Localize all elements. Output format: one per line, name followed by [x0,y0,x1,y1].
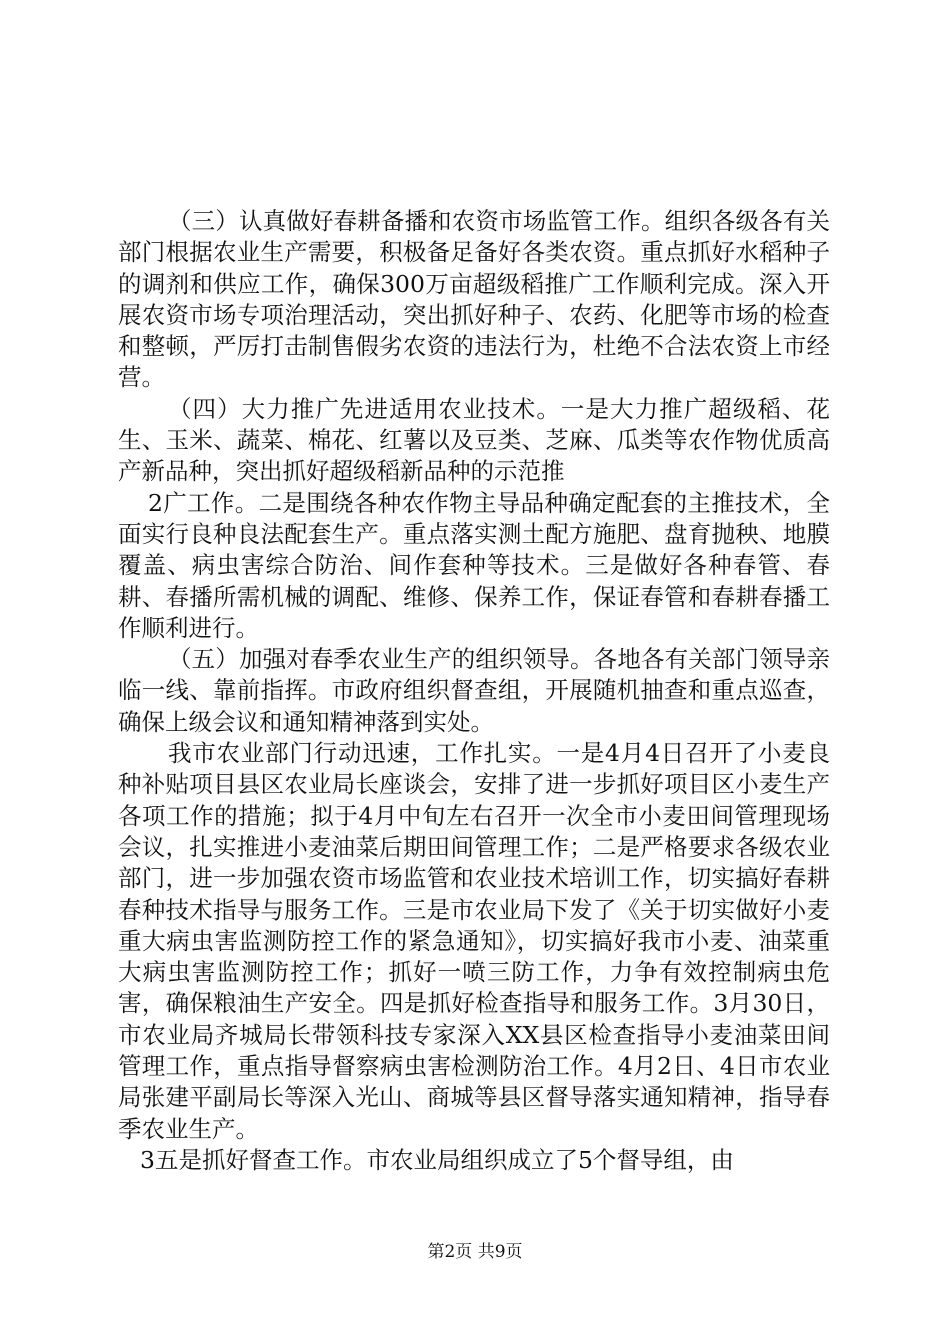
paragraph-spring-plowing-supervision: （三）认真做好春耕备播和农资市场监管工作。组织各级各有关部门根据农业生产需要，积极备足备好各类农资。重点抓好水稻种子的调剂和供应工作，确保300万亩超级稻推广工作顺利完成。深入开展农资市场专项治理活动，突出抓好种子、农药、化肥等市场的检查和整顿，严厉打击制售假劣农资的违法行为，杜绝不合法农资上市经营。 [118,207,830,392]
paragraph-supervision-work: 3五是抓好督查工作。市农业局组织成立了5个督导组，由 [140,1145,734,1174]
page-number-footer: 第2页 共9页 [427,1242,523,1262]
document-body [118,206,830,1176]
paragraph-city-agri-department-actions: 我市农业部门行动迅速，工作扎实。一是4月4日召开了小麦良种补贴项目县区农业局长座谈会，安排了进一步抓好项目区小麦生产各项工作的措施；拟于4月中旬左右召开一次全市小麦田间管理现场会议，扎实推进小麦油菜后期田间管理工作；二是严格要求各级农业部门，进一步加强农资市场监管和农业技术培训工作，切实搞好春耕春种技术指导与服务工作。三是市农业局下发了《关于切实做好小麦重大病虫害监测防控工作的紧急通知》，切实搞好我市小麦、油菜重大病虫害监测防控工作；抓好一喷三防工作，力争有效控制病虫危害，确保粮油生产安全。四是抓好检查指导和服务工作。3月30日，市农业局齐城局长带领科技专家深入XX县区检查指导小麦油菜田间管理工作，重点指导督察病虫害检测防治工作。4月2日、4日市农业局张建平副局长等深入光山、商城等县区督导落实通知精神，指导春季农业生产。 [118,739,830,1143]
paragraph-agri-tech-promotion: （四）大力推广先进适用农业技术。一是大力推广超级稻、花生、玉米、蔬菜、棉花、红薯以及豆类、芝麻、瓜类等农作物优质高产新品种，突出抓好超级稻新品种的示范推 [118,394,830,486]
paragraph-promotion-continued: 2广工作。二是围绕各种农作物主导品种确定配套的主推技术，全面实行良种良法配套生产。重点落实测土配方施肥、盘育抛秧、地膜覆盖、病虫害综合防治、间作套种等技术。三是做好各种春管、春耕、春播所需机械的调配、维修、保养工作，保证春管和春耕春播工作顺利进行。 [118,488,830,642]
paragraph-organizational-leadership: （五）加强对春季农业生产的组织领导。各地各有关部门领导亲临一线、靠前指挥。市政府组织督查组，开展随机抽查和重点巡查，确保上级会议和通知精神落到实处。 [118,645,830,736]
